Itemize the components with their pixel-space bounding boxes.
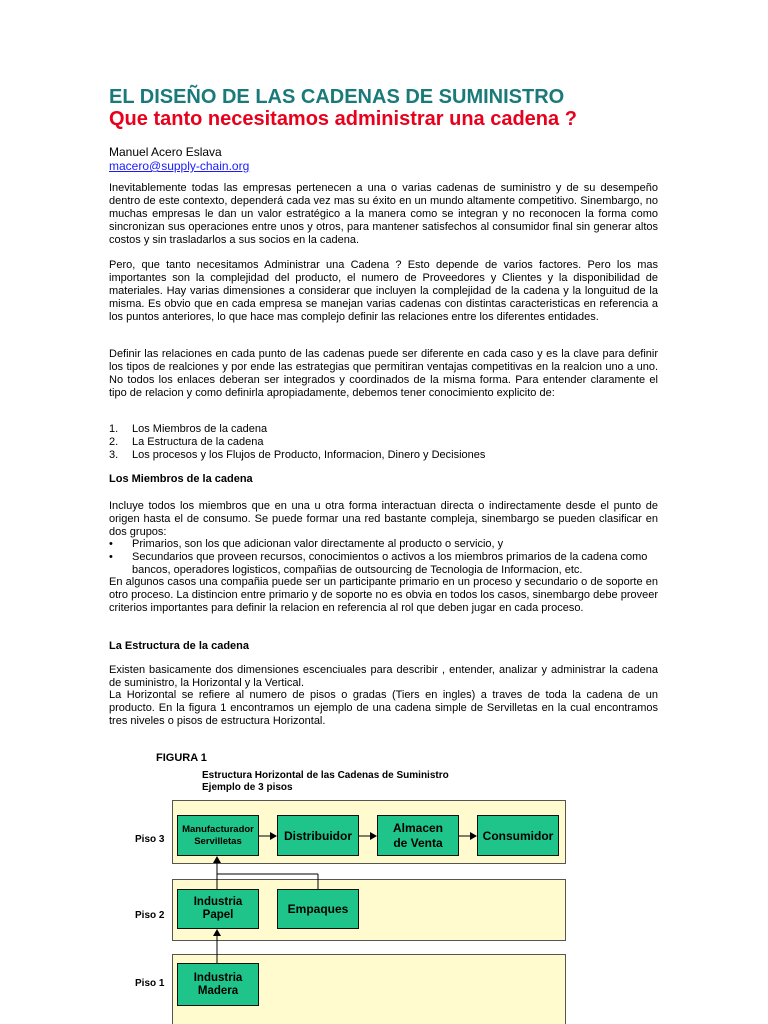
- box-line: Servilletas: [194, 835, 242, 847]
- author-email-link[interactable]: macero@supply-chain.org: [109, 159, 250, 173]
- author-name: Manuel Acero Eslava: [109, 145, 222, 159]
- box-manufacturador-servilletas: [177, 815, 259, 856]
- paragraph-6: Existen basicamente dos dimensiones escenciuales para describir , entender, analizar y administrar la cadena de suministro, la Horizontal y la Vertical.: [109, 664, 658, 689]
- box-industria-papel: [177, 889, 259, 929]
- tier-label-3: Piso 3: [135, 834, 165, 845]
- box-line: Manufacturador: [182, 823, 254, 835]
- paragraph-7: La Horizontal se refiere al numero de pisos o gradas (Tiers en ingles) a traves de toda la cadena de un producto. En la figura 1 encontramos un ejemplo de una cadena simple de Servilletas en la cual encontramos tres niveles o pisos de estructura Horizontal.: [109, 689, 658, 727]
- paragraph-4: Incluye todos los miembros que en una u otra forma interactuan directa o indirectamente desde el punto de origen hasta el de consumo. Se puede formar una red bastante compleja, sinembargo se pueden clasificar en dos grupos:: [109, 500, 658, 538]
- list-number: 1.: [109, 423, 119, 435]
- figure-label: FIGURA 1: [156, 752, 207, 764]
- box-almacen-de-venta: [377, 815, 459, 856]
- section-heading-estructura: La Estructura de la cadena: [109, 640, 249, 652]
- figure-caption-line-2: Ejemplo de 3 pisos: [202, 781, 293, 793]
- paragraph-3: Definir las relaciones en cada punto de las cadenas puede ser diferente en cada caso y es la clave para definir los tipos de realciones y por ende las estrategias que permitiran ventajas competitivas en la realcion uno a uno. No todos los enlaces deberan ser integrados y coordinados de la misma forma. Para entender claramente el tipo de relacion y como definirla apropiadamente, debemos tener conocimiento explicito de:: [109, 348, 658, 399]
- box-line: Industria: [193, 971, 243, 984]
- tier-label-2: Piso 2: [135, 910, 165, 921]
- paragraph-5: En algunos casos una compañia puede ser un participante primario en un proceso y secundario o de soporte en otro proceso. La distincion entre primario y de soporte no es obvia en todos los casos, sinembargo debe proveer criterios importantes para definir la relacion en referencia al rol que deben jugar en cada proceso.: [109, 576, 658, 614]
- paragraph-2: Pero, que tanto necesitamos Administrar una Cadena ? Esto depende de varios factores. Pero los mas importantes son la complejidad del producto, el numero de Proveedores y Clientes y la disponibilidad de materiales. Hay varias dimensiones a considerar que incluyen la complejidad de la cadena y la longuitud de la misma. Es obvio que en cada empresa se manejan varias cadenas con distintas caracteristicas en referencia a los puntos anteriores, lo que hace mas complejo definir las relaciones entre los diferentes entidades.: [109, 259, 658, 323]
- bullet-item: • Primarios, son los que adicionan valor directamente al producto o servicio, y: [109, 538, 658, 551]
- tier-label-1: Piso 1: [135, 978, 165, 989]
- doc-title: EL DISEÑO DE LAS CADENAS DE SUMINISTRO: [109, 86, 565, 108]
- box-line: Consumidor: [482, 828, 554, 843]
- box-empaques: [277, 889, 359, 929]
- box-line: Almacen: [392, 820, 444, 835]
- box-line: Papel: [202, 909, 234, 921]
- box-line: de Venta: [393, 835, 443, 850]
- bullet-item: • Secundarios que proveen recursos, conocimientos o activos a los miembros primarios de la cadena como bancos, operadores logisticos, compañias de outsourcing de Tecnologia de Informacion, etc.: [109, 551, 658, 577]
- box-line: Industria: [193, 896, 243, 908]
- list-number: 2.: [109, 435, 119, 448]
- paragraph-1: Inevitablemente todas las empresas pertenecen a una o varias cadenas de suministro y de su desempeño dentro de este contexto, dependerá cada vez mas su éxito en un mundo altamente competitivo. Sinembargo, no muchas empresas le dan un valor estratégico a la manera como se integran y no reconocen la forma como sincronizan sus operaciones entre unos y otros, para mantener satisfechos al consumidor final sin generar altos costos y sin trasladarlos a sus socios en la cadena.: [109, 182, 658, 246]
- box-consumidor: [477, 815, 559, 856]
- box-line: Empaques: [287, 902, 349, 916]
- doc-subtitle: Que tanto necesitamos administrar una cadena ?: [109, 108, 577, 130]
- list-number: 3.: [109, 448, 119, 461]
- figure-caption-line-1: Estructura Horizontal de las Cadenas de Suministro: [202, 770, 449, 781]
- box-distribuidor: [277, 815, 359, 856]
- list-text: Los procesos y los Flujos de Producto, Informacion, Dinero y Decisiones: [132, 448, 486, 461]
- box-industria-madera: [177, 963, 259, 1006]
- section-heading-miembros: Los Miembros de la cadena: [109, 473, 253, 485]
- box-line: Distribuidor: [284, 828, 352, 843]
- list-text: Los Miembros de la cadena: [132, 423, 268, 435]
- list-text: La Estructura de la cadena: [132, 435, 264, 448]
- box-line: Madera: [197, 984, 239, 997]
